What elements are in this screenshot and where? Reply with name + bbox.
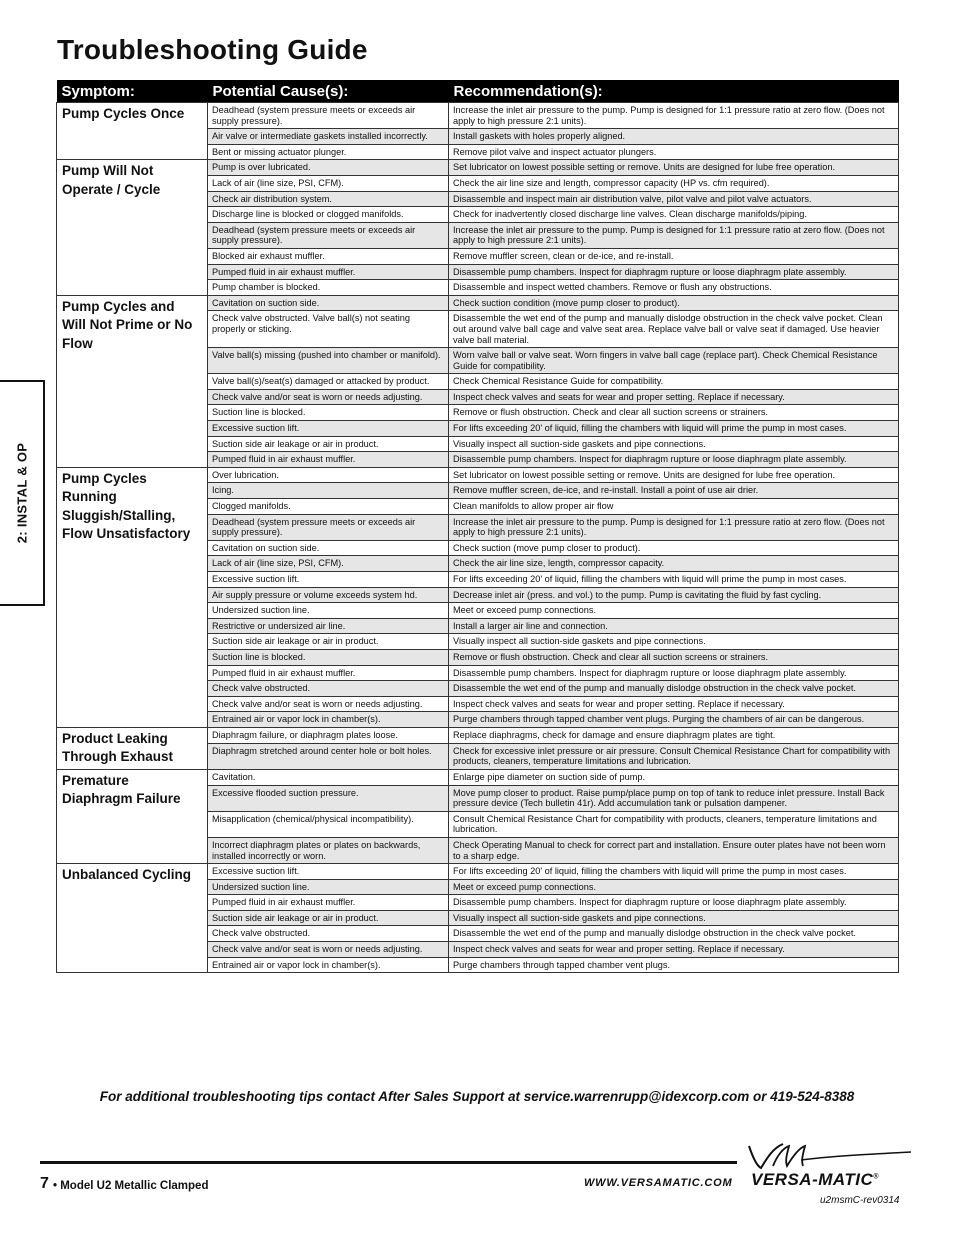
table-row: [57, 769, 899, 785]
cause-cell: Misapplication (chemical/physical incompatibility).: [208, 811, 449, 837]
recommendation-cell: Remove or flush obstruction. Check and clear all suction screens or strainers.: [449, 649, 899, 665]
cause-cell: Deadhead (system pressure meets or exceeds air supply pressure).: [208, 514, 449, 540]
recommendation-cell: Visually inspect all suction-side gaskets and pipe connections.: [449, 634, 899, 650]
cause-cell: Undersized suction line.: [208, 879, 449, 895]
cause-cell: Suction line is blocked.: [208, 405, 449, 421]
cause-cell: Incorrect diaphragm plates or plates on backwards, installed incorrectly or worn.: [208, 837, 449, 863]
symptom-cell: Product Leaking Through Exhaust: [57, 727, 208, 769]
recommendation-cell: Remove pilot valve and inspect actuator plungers.: [449, 144, 899, 160]
cause-cell: Entrained air or vapor lock in chamber(s).: [208, 957, 449, 973]
cause-cell: Bent or missing actuator plunger.: [208, 144, 449, 160]
cause-cell: Cavitation on suction side.: [208, 540, 449, 556]
cause-cell: Undersized suction line.: [208, 603, 449, 619]
cause-cell: Check valve obstructed. Valve ball(s) not seating properly or sticking.: [208, 311, 449, 348]
support-contact-note: For additional troubleshooting tips contact After Sales Support at service.warrenrupp@idexcorp.com or 419-524-8388: [99, 1089, 855, 1104]
cause-cell: Pumped fluid in air exhaust muffler.: [208, 895, 449, 911]
recommendation-cell: For lifts exceeding 20' of liquid, filling the chambers with liquid will prime the pump in most cases.: [449, 864, 899, 880]
cause-cell: Excessive flooded suction pressure.: [208, 785, 449, 811]
page-title: Troubleshooting Guide: [57, 34, 368, 65]
recommendation-cell: Inspect check valves and seats for wear and proper setting. Replace if necessary.: [449, 696, 899, 712]
cause-cell: Diaphragm failure, or diaphragm plates loose.: [208, 727, 449, 743]
cause-cell: Check valve and/or seat is worn or needs adjusting.: [208, 696, 449, 712]
recommendation-cell: Consult Chemical Resistance Chart for compatibility with products, cleaners, temperature limitations and lubrication.: [449, 811, 899, 837]
table-row: [57, 295, 899, 311]
recommendation-cell: Clean manifolds to allow proper air flow: [449, 499, 899, 515]
recommendation-cell: Purge chambers through tapped chamber vent plugs. Purging the chambers of air can be dangerous.: [449, 712, 899, 728]
table-row: [57, 103, 899, 129]
recommendation-cell: Meet or exceed pump connections.: [449, 603, 899, 619]
revision-code: u2msmC-rev0314: [820, 1195, 900, 1206]
cause-cell: Check valve obstructed.: [208, 681, 449, 697]
recommendation-cell: Purge chambers through tapped chamber vent plugs.: [449, 957, 899, 973]
recommendation-cell: Disassemble and inspect wetted chambers. Remove or flush any obstructions.: [449, 280, 899, 296]
recommendation-cell: Check Operating Manual to check for correct part and installation. Ensure outer plates have not been worn to a sharp edge.: [449, 837, 899, 863]
recommendation-cell: Increase the inlet air pressure to the pump. Pump is designed for 1:1 pressure ratio at zero flow. (Does not apply to high pressure 2:1 units).: [449, 222, 899, 248]
recommendation-cell: Remove muffler screen, clean or de-ice, and re-install.: [449, 248, 899, 264]
cause-cell: Deadhead (system pressure meets or exceeds air supply pressure).: [208, 103, 449, 129]
cause-cell: Deadhead (system pressure meets or exceeds air supply pressure).: [208, 222, 449, 248]
logo-swoosh-icon: [743, 1138, 913, 1172]
table-row: [57, 727, 899, 743]
recommendation-cell: Install a larger air line and connection.: [449, 618, 899, 634]
cause-cell: Air supply pressure or volume exceeds system hd.: [208, 587, 449, 603]
recommendation-cell: Disassemble the wet end of the pump and manually dislodge obstruction in the check valve pocket.: [449, 681, 899, 697]
recommendation-cell: Disassemble pump chambers. Inspect for diaphragm rupture or loose diaphragm plate assembly.: [449, 665, 899, 681]
cause-cell: Excessive suction lift.: [208, 421, 449, 437]
recommendation-cell: For lifts exceeding 20' of liquid, filling the chambers with liquid will prime the pump in most cases.: [449, 572, 899, 588]
symptom-cell: Pump Cycles and Will Not Prime or No Flow: [57, 295, 208, 467]
symptom-cell: Pump Cycles Once: [57, 103, 208, 160]
header-recommendation: Recommendation(s):: [449, 80, 899, 103]
recommendation-cell: Disassemble pump chambers. Inspect for diaphragm rupture or loose diaphragm plate assembly.: [449, 264, 899, 280]
recommendation-cell: Visually inspect all suction-side gaskets and pipe connections.: [449, 910, 899, 926]
recommendation-cell: Check Chemical Resistance Guide for compatibility.: [449, 374, 899, 390]
cause-cell: Check valve obstructed.: [208, 926, 449, 942]
symptom-cell: Pump Will Not Operate / Cycle: [57, 160, 208, 295]
recommendation-cell: Check the air line size, length, compressor capacity.: [449, 556, 899, 572]
table-row: [57, 864, 899, 880]
footer-rule: [40, 1161, 737, 1164]
cause-cell: Check valve and/or seat is worn or needs adjusting.: [208, 942, 449, 958]
cause-cell: Diaphragm stretched around center hole or bolt holes.: [208, 743, 449, 769]
symptom-cell: Premature Diaphragm Failure: [57, 769, 208, 863]
cause-cell: Pump chamber is blocked.: [208, 280, 449, 296]
troubleshooting-table: [56, 80, 899, 973]
recommendation-cell: Disassemble the wet end of the pump and manually dislodge obstruction in the check valve pocket.: [449, 926, 899, 942]
cause-cell: Excessive suction lift.: [208, 864, 449, 880]
cause-cell: Valve ball(s) missing (pushed into chamber or manifold).: [208, 348, 449, 374]
recommendation-cell: Increase the inlet air pressure to the pump. Pump is designed for 1:1 pressure ratio at zero flow. (Does not apply to high pressure 2:1 units).: [449, 514, 899, 540]
recommendation-cell: Replace diaphragms, check for damage and ensure diaphragm plates are tight.: [449, 727, 899, 743]
cause-cell: Discharge line is blocked or clogged manifolds.: [208, 207, 449, 223]
section-tab-label: 2: INSTAL & OP: [14, 442, 30, 544]
recommendation-cell: Check for excessive inlet pressure or air pressure. Consult Chemical Resistance Chart for compatibility with products, cleaners, temperature limitations and lubrication.: [449, 743, 899, 769]
cause-cell: Blocked air exhaust muffler.: [208, 248, 449, 264]
website-url: WWW.VERSAMATIC.COM: [584, 1177, 733, 1189]
model-name: • Model U2 Metallic Clamped: [53, 1180, 209, 1192]
cause-cell: Icing.: [208, 483, 449, 499]
cause-cell: Pumped fluid in air exhaust muffler.: [208, 665, 449, 681]
recommendation-cell: Meet or exceed pump connections.: [449, 879, 899, 895]
cause-cell: Clogged manifolds.: [208, 499, 449, 515]
recommendation-cell: Set lubricator on lowest possible setting or remove. Units are designed for lube free operation.: [449, 160, 899, 176]
recommendation-cell: Disassemble the wet end of the pump and manually dislodge obstruction in the check valve pocket. Clean out around valve ball cage and valve seat area. Replace valve ball or valve seat if damaged. Use heavier valve ball material.: [449, 311, 899, 348]
table-body: [57, 103, 899, 973]
cause-cell: Pumped fluid in air exhaust muffler.: [208, 452, 449, 468]
recommendation-cell: Remove muffler screen, de-ice, and re-install. Install a point of use air drier.: [449, 483, 899, 499]
cause-cell: Entrained air or vapor lock in chamber(s).: [208, 712, 449, 728]
recommendation-cell: Check the air line size and length, compressor capacity (HP vs. cfm required).: [449, 175, 899, 191]
cause-cell: Pumped fluid in air exhaust muffler.: [208, 264, 449, 280]
recommendation-cell: Disassemble pump chambers. Inspect for diaphragm rupture or loose diaphragm plate assembly.: [449, 895, 899, 911]
cause-cell: Check air distribution system.: [208, 191, 449, 207]
recommendation-cell: Set lubricator on lowest possible setting or remove. Units are designed for lube free operation.: [449, 467, 899, 483]
cause-cell: Air valve or intermediate gaskets installed incorrectly.: [208, 129, 449, 145]
page-number: 7: [40, 1175, 49, 1192]
cause-cell: Suction side air leakage or air in product.: [208, 436, 449, 452]
recommendation-cell: Check suction condition (move pump closer to product).: [449, 295, 899, 311]
recommendation-cell: Remove or flush obstruction. Check and clear all suction screens or strainers.: [449, 405, 899, 421]
cause-cell: Over lubrication.: [208, 467, 449, 483]
recommendation-cell: Move pump closer to product. Raise pump/place pump on top of tank to reduce inlet pressure. Install Back pressure device (Tech bulletin 41r). Add accumulation tank or pulsation dampener.: [449, 785, 899, 811]
symptom-cell: Pump Cycles Running Sluggish/Stalling, Flow Unsatisfactory: [57, 467, 208, 727]
header-symptom: Symptom:: [57, 80, 208, 103]
recommendation-cell: Worn valve ball or valve seat. Worn fingers in valve ball cage (replace part). Check Chemical Resistance Guide for compatibility.: [449, 348, 899, 374]
registered-mark: ®: [873, 1173, 879, 1181]
cause-cell: Lack of air (line size, PSI, CFM).: [208, 175, 449, 191]
brand-name: [751, 1170, 879, 1190]
cause-cell: Cavitation on suction side.: [208, 295, 449, 311]
cause-cell: Pump is over lubricated.: [208, 160, 449, 176]
header-cause: Potential Cause(s):: [208, 80, 449, 103]
cause-cell: Cavitation.: [208, 769, 449, 785]
cause-cell: Restrictive or undersized air line.: [208, 618, 449, 634]
recommendation-cell: Check suction (move pump closer to product).: [449, 540, 899, 556]
cause-cell: Suction side air leakage or air in product.: [208, 634, 449, 650]
table-header-row: [57, 80, 899, 103]
cause-cell: Check valve and/or seat is worn or needs adjusting.: [208, 389, 449, 405]
brand-logo: [743, 1138, 913, 1194]
recommendation-cell: Increase the inlet air pressure to the pump. Pump is designed for 1:1 pressure ratio at zero flow. (Does not apply to high pressure 2:1 units).: [449, 103, 899, 129]
cause-cell: Valve ball(s)/seat(s) damaged or attacked by product.: [208, 374, 449, 390]
table-row: [57, 160, 899, 176]
recommendation-cell: Check for inadvertently closed discharge line valves. Clean discharge manifolds/piping.: [449, 207, 899, 223]
cause-cell: Suction line is blocked.: [208, 649, 449, 665]
cause-cell: Suction side air leakage or air in product.: [208, 910, 449, 926]
recommendation-cell: Inspect check valves and seats for wear and proper setting. Replace if necessary.: [449, 389, 899, 405]
recommendation-cell: Inspect check valves and seats for wear and proper setting. Replace if necessary.: [449, 942, 899, 958]
brand-wordmark: VERSA-MATIC: [751, 1170, 874, 1189]
recommendation-cell: For lifts exceeding 20' of liquid, filling the chambers with liquid will prime the pump in most cases.: [449, 421, 899, 437]
recommendation-cell: Disassemble and inspect main air distribution valve, pilot valve and pilot valve actuators.: [449, 191, 899, 207]
recommendation-cell: Decrease inlet air (press. and vol.) to the pump. Pump is cavitating the fluid by fast cycling.: [449, 587, 899, 603]
recommendation-cell: Install gaskets with holes properly aligned.: [449, 129, 899, 145]
recommendation-cell: Visually inspect all suction-side gaskets and pipe connections.: [449, 436, 899, 452]
recommendation-cell: Disassemble pump chambers. Inspect for diaphragm rupture or loose diaphragm plate assembly.: [449, 452, 899, 468]
recommendation-cell: Enlarge pipe diameter on suction side of pump.: [449, 769, 899, 785]
cause-cell: Lack of air (line size, PSI, CFM).: [208, 556, 449, 572]
cause-cell: Excessive suction lift.: [208, 572, 449, 588]
symptom-cell: Unbalanced Cycling: [57, 864, 208, 973]
table-row: [57, 467, 899, 483]
